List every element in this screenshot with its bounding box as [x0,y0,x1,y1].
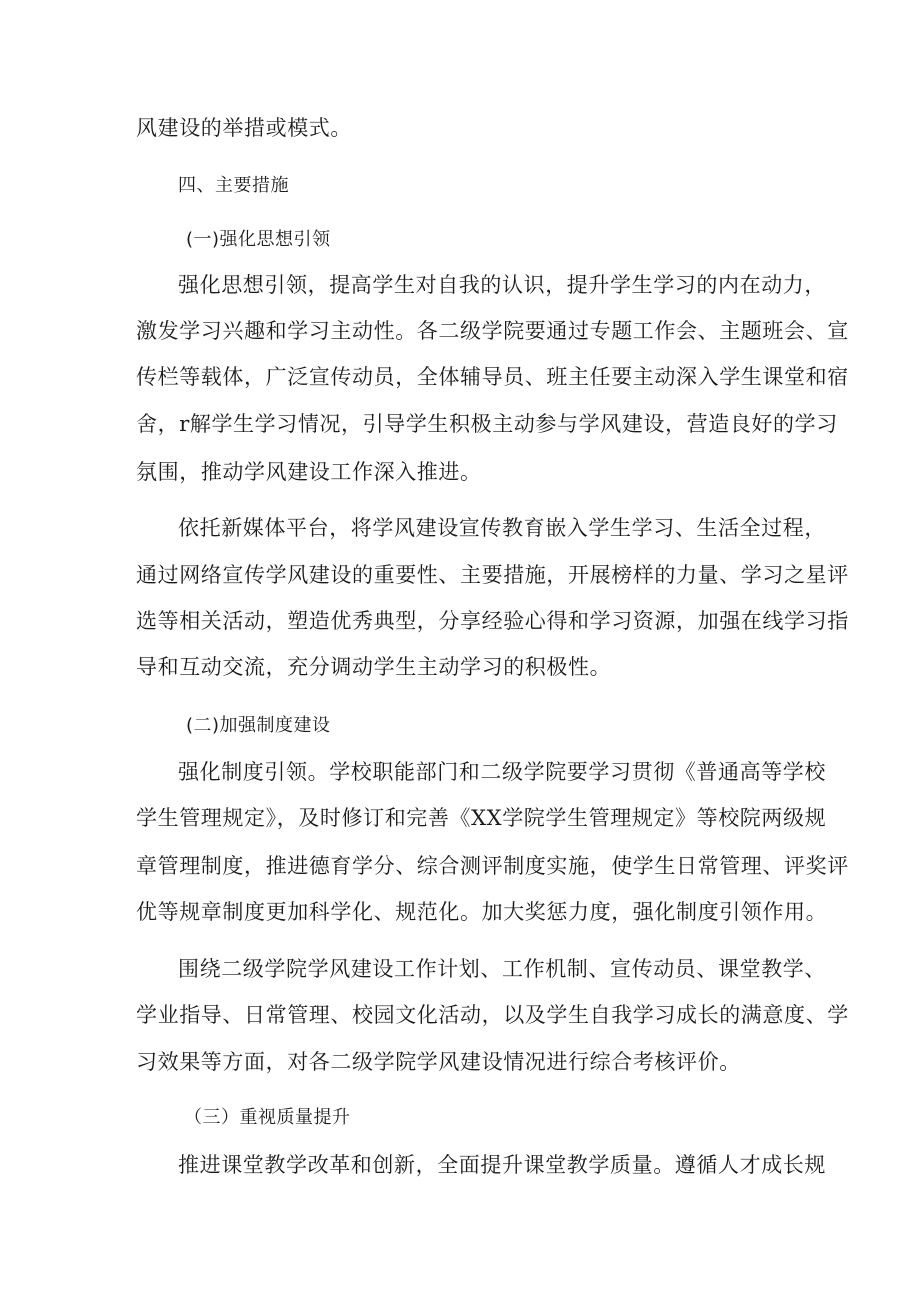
paragraph-line: 导和互动交流，充分调动学生主动学习的积极性。 [136,655,612,679]
paragraph-line: 激发学习兴趣和学习主动性。各二级学院要通过专题工作会、主题班会、宣 [136,319,849,343]
paragraph-line: 学生管理规定》，及时修订和完善《XX学院学生管理规定》等校院两级规 [136,806,827,830]
paragraph-line: 传栏等载体，广泛宣传动员，全体辅导员、班主任要主动深入学生课堂和宿 [136,365,849,389]
paragraph-line: 习效果等方面，对各二级学院学风建设情况进行综合考核评价。 [136,1050,741,1074]
subsection-heading: （三）重视质量提升 [184,1107,351,1128]
paragraph-line: 氛围，推动学风建设工作深入推进。 [136,460,482,484]
paragraph-line: 舍，r解学生学习情况，引导学生积极主动参与学风建设，营造良好的学习 [136,412,838,436]
subsection-heading: (二)加强制度建设 [186,715,331,736]
paragraph-line: 风建设的举措或模式。 [136,116,352,140]
subsection-heading: (一)强化思想引领 [186,229,331,250]
paragraph-line: 推进课堂教学改革和创新，全面提升课堂教学质量。遵循人才成长规 [178,1153,826,1177]
paragraph-line: 围绕二级学院学风建设工作计划、工作机制、宣传动员、课堂教学、 [178,957,826,981]
paragraph-line: 学业指导、日常管理、校园文化活动，以及学生自我学习成长的满意度、学 [136,1003,849,1027]
section-heading: 四、主要措施 [178,175,289,196]
paragraph-line: 通过网络宣传学风建设的重要性、主要措施，开展榜样的力量、学习之星评 [136,563,849,587]
paragraph-line: 依托新媒体平台，将学风建设宣传教育嵌入学生学习、生活全过程， [178,516,826,540]
paragraph-line: 强化思想引领，提高学生对自我的认识，提升学生学习的内在动力， [178,273,826,297]
paragraph-line: 强化制度引领。学校职能部门和二级学院要学习贯彻《普通高等学校 [178,760,826,784]
paragraph-line: 优等规章制度更加科学化、规范化。加大奖惩力度，强化制度引领作用。 [136,900,828,924]
paragraph-line: 章管理制度，推进德育学分、综合测评制度实施，使学生日常管理、评奖评 [136,854,849,878]
paragraph-line: 选等相关活动，塑造优秀典型，分享经验心得和学习资源，加强在线学习指 [136,609,849,633]
